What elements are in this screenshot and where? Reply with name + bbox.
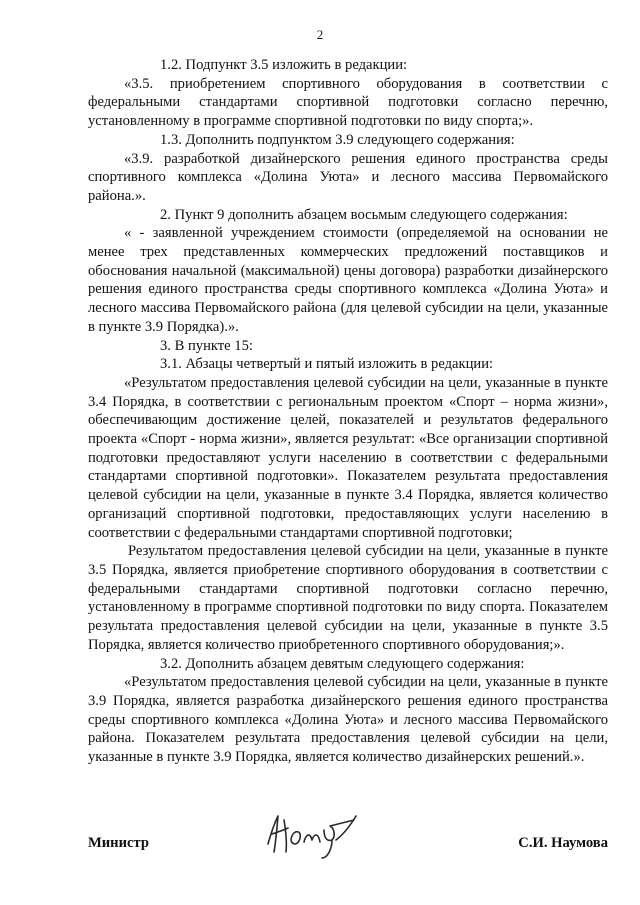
paragraph-result-3-9: «Результатом предоставления целевой субсидии на цели, указанные в пункте 3.9 Порядка, является разработка дизайнерского решения единого пространства среды спортивного комплекса «Долина Уюта» и лесного массива Первомайского района. Показателем результата предоставления целевой субсидии на цели, указанные в пункте 3.9 Порядка, является количество дизайнерских решений.». <box>88 674 608 766</box>
paragraph-3-1 <box>88 355 608 374</box>
paragraph-text: Дополнить подпунктом 3.9 следующего содержания: <box>185 131 515 148</box>
paragraph-quote-cost: « - заявленной учреждением стоимости (определяемой на основании не менее трех представленных коммерческих предложений поставщиков и обоснования начальной (максимальной) цены договора) разработки дизайнерского решения единого пространства среды спортивного комплекса «Долина Уюта» и лесного массива Первомайского района (для целевой субсидии на цели, указанные в пункте 3.9 Порядка).». <box>88 225 608 335</box>
paragraph-2 <box>88 206 608 225</box>
paragraph-3 <box>88 337 608 356</box>
paragraph-1-2 <box>88 56 608 75</box>
paragraph-text: Дополнить абзацем девятым следующего содержания: <box>185 655 525 672</box>
paragraph-quote-3-9: «3.9. разработкой дизайнерского решения единого пространства среды спортивного комплекса «Долина Уюта» и лесного массива Первомайского района.». <box>88 150 608 204</box>
paragraph-text: Подпункт 3.5 изложить в редакции: <box>185 57 408 73</box>
paragraph-3-2 <box>88 655 608 674</box>
signature-block <box>88 834 608 858</box>
paragraph-1-3 <box>88 131 608 150</box>
page-number: 2 <box>316 27 324 42</box>
item-label: 3. <box>160 337 171 354</box>
paragraph-text: В пункте 15: <box>174 337 253 354</box>
signer-name: С.И. Наумова <box>518 835 608 851</box>
item-label: 1.2. <box>160 57 182 73</box>
paragraph-result-3-4: «Результатом предоставления целевой субсидии на цели, указанные в пункте 3.4 Порядка, в соответствии с региональным проектом «Спорт – норма жизни», обеспечивающим достижение целей, показателей и результатов федерального проекта «Спорт - норма жизни», является результат: «Все организации спортивной подготовки предоставляют услуги населению в соответствии с федеральными стандартами спортивной подготовки». Показателем результата предоставления целевой субсидии на цели, указанные в пункте 3.4 Порядка, является количество организаций спортивной подготовки, предоставляющих услуги населению в соответствии с федеральными стандартами спортивной подготовки; <box>88 374 608 541</box>
document-body <box>88 56 608 767</box>
item-label: 1.3. <box>160 131 182 148</box>
paragraph-text: Абзацы четвертый и пятый изложить в редакции: <box>185 356 494 373</box>
item-label: 3.1. <box>160 356 182 373</box>
signer-position: Министр <box>88 835 149 851</box>
paragraph-text: Пункт 9 дополнить абзацем восьмым следующего содержания: <box>174 206 568 223</box>
paragraph-result-3-5: Результатом предоставления целевой субсидии на цели, указанные в пункте 3.5 Порядка, является приобретение спортивного оборудования в соответствии с федеральными стандартами спортивной подготовки согласно перечню, установленному в программе спортивной подготовки по виду спорта. Показателем результата предоставления целевой субсидии на цели, указанные в пункте 3.5 Порядка, является количество приобретенного спортивного оборудования;». <box>88 543 608 653</box>
paragraph-quote-3-5: «3.5. приобретением спортивного оборудования в соответствии с федеральными стандартами спортивной подготовки согласно перечню, установленному в программе спортивной подготовки по виду спорта;». <box>88 75 608 130</box>
item-label: 3.2. <box>160 655 182 672</box>
item-label: 2. <box>160 206 171 223</box>
